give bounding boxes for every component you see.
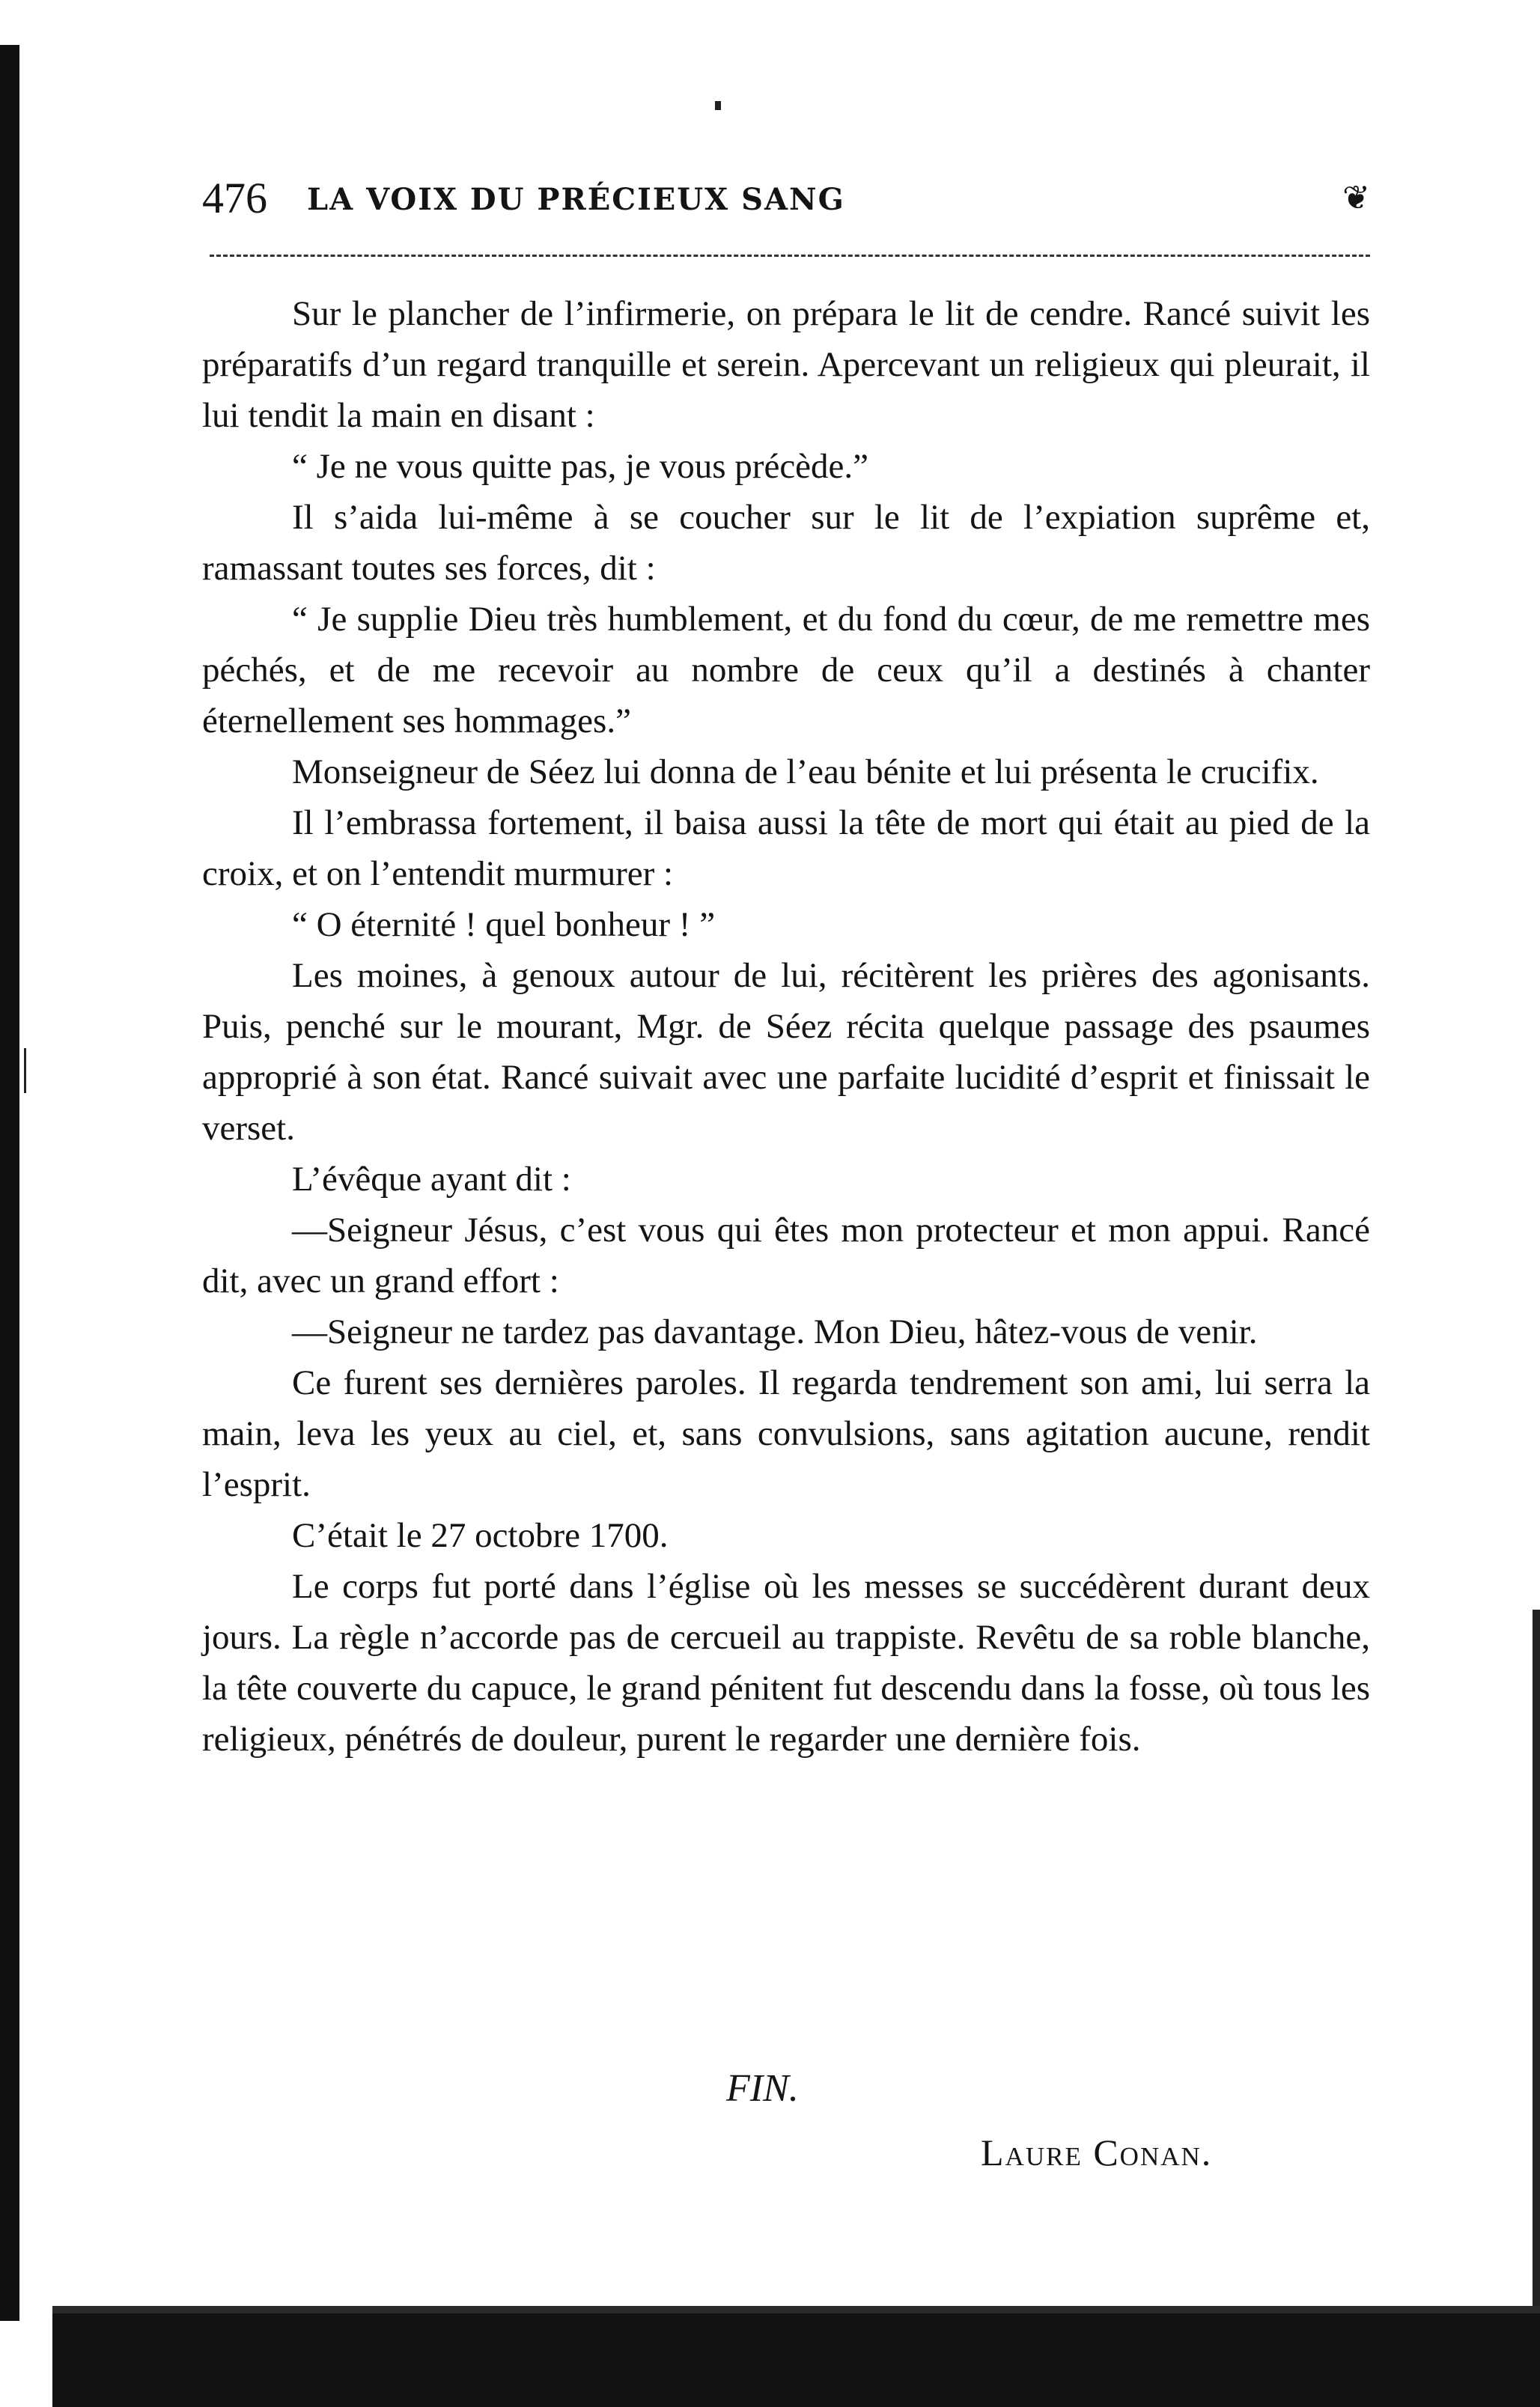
scan-edge-right (1533, 1610, 1540, 2328)
paragraph: Il l’embrassa fortement, il baisa aussi la tête de mort qui était au pied de la croix, et on l’entendit murmurer : (202, 803, 1370, 893)
ornament-icon: ❦ (1342, 179, 1370, 217)
author-signature: Laure Conan. (981, 2131, 1213, 2173)
scan-mark-left (24, 1048, 26, 1093)
paragraph: Le corps fut porté dans l’église où les messes se succédèrent durant deux jours. La règle n’accorde pas de cercueil au trappiste. Revêtu de sa roble blanche, la tête couverte du capuce, le grand pénitent fut descendu dans la fosse, où tous les religieux, pénétrés de douleur, purent le regarder une dernière fois. (202, 1567, 1370, 1759)
paragraph: “ Je supplie Dieu très humblement, et du fond du cœur, de me remettre mes péchés, et de me recevoir au nombre de ceux qu’il a destinés à chanter éternellement ses hommages.” (202, 600, 1370, 740)
paragraph: —Seigneur Jésus, c’est vous qui êtes mon protecteur et mon appui. Rancé dit, avec un grand effort : (202, 1211, 1370, 1300)
paragraph: Les moines, à genoux autour de lui, récitèrent les prières des agonisants. Puis, penché sur le mourant, Mgr. de Séez récita quelque passage des psaumes approprié à son état. Rancé suivait avec une parfaite lucidité d’esprit et finissait le verset. (202, 956, 1370, 1148)
paragraph: Sur le plancher de l’infirmerie, on prépara le lit de cendre. Rancé suivit les préparatifs d’un regard tranquille et serein. Apercevant un religieux qui pleurait, il lui tendit la main en disant : (202, 294, 1370, 435)
paragraph: Il s’aida lui-même à se coucher sur le lit de l’expiation suprême et, ramassant toutes ses forces, dit : (202, 498, 1370, 588)
page-header (202, 168, 1370, 236)
paragraph: Monseigneur de Séez lui donna de l’eau bénite et lui présenta le crucifix. (292, 752, 1319, 791)
scan-speck (715, 101, 721, 110)
scan-edge-left (0, 45, 19, 2321)
paragraph: —Seigneur ne tardez pas davantage. Mon Dieu, hâtez-vous de venir. (292, 1312, 1258, 1351)
paragraph: “ Je ne vous quitte pas, je vous précède.” (292, 447, 869, 486)
scan-edge-bottom (52, 2313, 1540, 2407)
article-body (202, 288, 1370, 1765)
closing-word: FIN. (726, 2067, 799, 2110)
paragraph: L’évêque ayant dit : (292, 1160, 571, 1199)
paragraph: Ce furent ses dernières paroles. Il regarda tendrement son ami, lui serra la main, leva les yeux au ciel, et, sans convulsions, sans agitation aucune, rendit l’esprit. (202, 1363, 1370, 1504)
paragraph: “ O éternité ! quel bonheur ! ” (292, 905, 716, 944)
paragraph: C’était le 27 octobre 1700. (292, 1516, 669, 1555)
running-title: LA VOIX DU PRÉCIEUX SANG (307, 182, 845, 217)
page-number: 476 (202, 174, 267, 222)
header-rule (210, 255, 1370, 257)
